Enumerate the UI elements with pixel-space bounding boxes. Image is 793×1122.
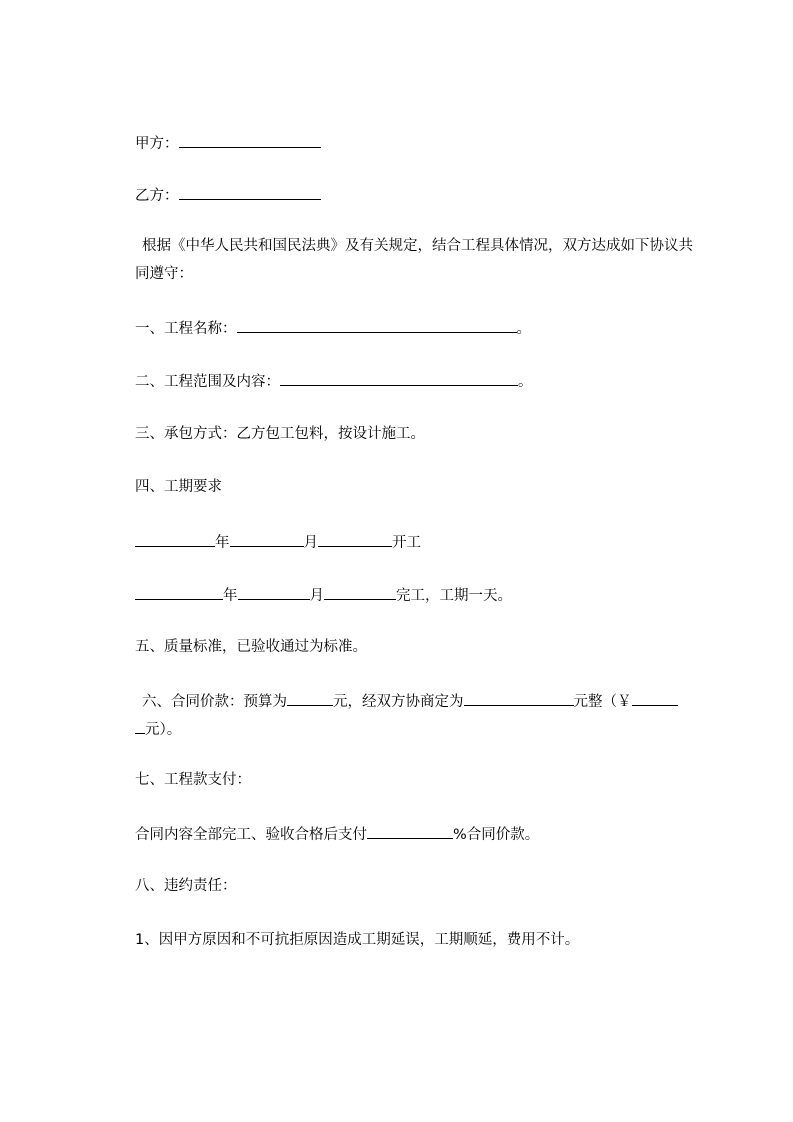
price-number-blank-2 <box>135 718 145 734</box>
payment-percent-blank <box>367 823 453 839</box>
start-date-line <box>135 531 421 553</box>
agreed-price-blank <box>464 690 574 706</box>
party-b-blank <box>179 184 321 200</box>
end-year-blank <box>135 584 223 600</box>
end-tail: 完工，工期一天。 <box>396 588 512 604</box>
project-scope-end: 。 <box>518 374 533 390</box>
item-liability-heading: 八、违约责任： <box>135 878 237 894</box>
price-text-d: 元）。 <box>145 722 182 738</box>
item-contracting-method: 三、承包方式：乙方包工包料，按设计施工。 <box>135 426 425 442</box>
payment-line <box>135 823 539 845</box>
project-scope-blank <box>280 370 518 386</box>
end-day-blank <box>324 584 396 600</box>
project-name-label: 一、工程名称： <box>135 321 237 337</box>
payment-text-a: 合同内容全部完工、验收合格后支付 <box>135 827 367 843</box>
party-b-line <box>135 184 321 206</box>
party-a-line <box>135 132 321 154</box>
party-a-label: 甲方： <box>135 136 179 152</box>
liability-clause-1: 1、因甲方原因和不可抗拒原因造成工期延误，工期顺延，费用不计。 <box>135 932 580 948</box>
end-year-label: 年 <box>223 588 238 604</box>
project-scope-label: 二、工程范围及内容： <box>135 374 280 390</box>
price-text-a: 六、合同价款：预算为 <box>142 694 287 710</box>
price-text-b: 元，经双方协商定为 <box>333 694 464 710</box>
start-day-blank <box>318 531 392 547</box>
item-contract-price <box>135 688 703 744</box>
party-a-blank <box>179 132 321 148</box>
item-schedule-heading: 四、工期要求 <box>135 479 222 495</box>
project-name-blank <box>237 317 517 333</box>
item-payment-heading: 七、工程款支付： <box>135 772 251 788</box>
price-number-blank-1 <box>632 690 678 706</box>
end-month-blank <box>238 584 310 600</box>
item-quality-standard: 五、质量标准，已验收通过为标准。 <box>135 639 367 655</box>
end-month-label: 月 <box>309 588 324 604</box>
project-name-end: 。 <box>516 321 531 337</box>
preamble-paragraph: 根据《中华人民共和国民法典》及有关规定，结合工程具体情况，双方达成如下协议共同遵守： <box>135 238 693 282</box>
start-month-label: 月 <box>303 535 318 551</box>
item-project-name <box>135 317 531 339</box>
payment-text-b: %合同价款。 <box>453 827 540 843</box>
item-project-scope <box>135 370 533 392</box>
start-year-label: 年 <box>215 535 230 551</box>
start-month-blank <box>230 531 304 547</box>
price-text-c: 元整（￥ <box>573 694 632 710</box>
start-year-blank <box>135 531 215 547</box>
party-b-label: 乙方： <box>135 188 179 204</box>
start-tail: 开工 <box>392 535 421 551</box>
budget-blank <box>287 690 333 706</box>
end-date-line <box>135 584 512 606</box>
